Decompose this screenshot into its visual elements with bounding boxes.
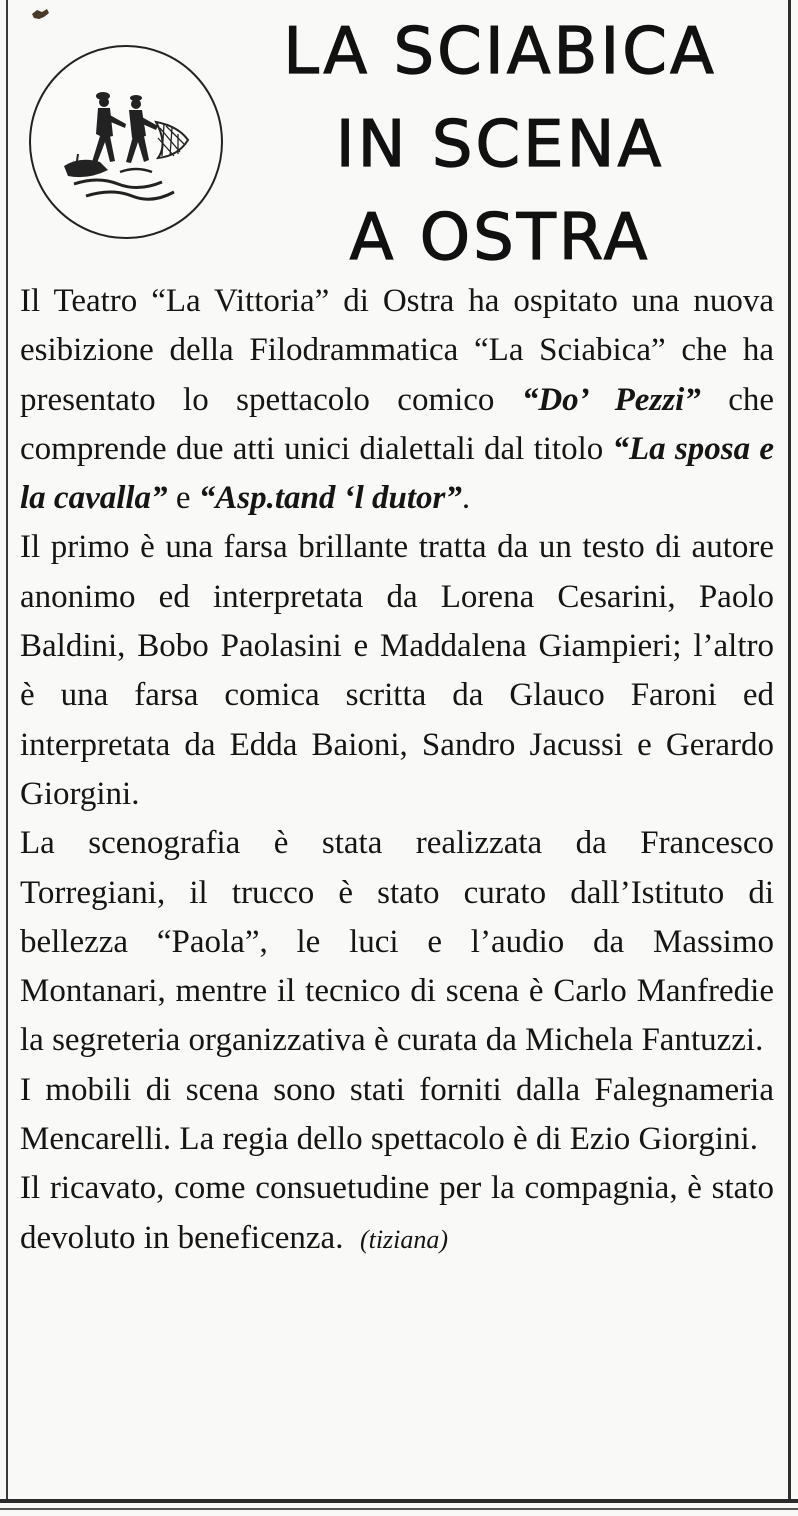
right-border-line — [788, 0, 791, 1500]
paragraph-5-text: Il ricavato, come consuetudine per la compagnia, è stato devoluto in beneficenza. — [20, 1170, 774, 1256]
paragraph-1-text-b: che comprende due atti unici dialettali dal titolo — [20, 381, 775, 467]
paragraph-1-text-a: Il Teatro “La Vittoria” di Ostra ha ospitato una nuova esibizione della Filodrammatica “La Sciabica” che ha presentato lo spettacolo comico — [20, 283, 774, 418]
paragraph-1-text-d: . — [461, 480, 471, 517]
paragraph-2: Il primo è una farsa brillante tratta da un testo di autore anonimo ed interpretata da Lorena Cesarini, Paolo Baldini, Bobo Paolasini e Maddalena Giampieri; l’altro è una farsa comica scritta da Glauco Faroni ed interpretata da Edda Baioni, Sandro Jacussi e Gerardo Giorgini. — [20, 529, 774, 812]
bottom-border-line-thin — [0, 1508, 798, 1510]
paragraph-1 — [20, 277, 774, 523]
author-signoff: (tiziana) — [359, 1224, 449, 1254]
bottom-border-line — [0, 1499, 798, 1503]
left-border-line — [6, 0, 8, 1500]
paragraph-4: I mobili di scena sono stati forniti dalla Falegnameria Mencarelli. La regia dello spettacolo è di Ezio Giorgini. — [20, 1071, 774, 1158]
play-title-1: “La sposa e la cavalla” — [20, 430, 774, 517]
ink-speck-icon — [30, 8, 50, 20]
fishermen-hauling-net-icon — [28, 44, 224, 240]
paragraph-5 — [20, 1164, 774, 1264]
headline-line-2: IN SCENA — [335, 108, 665, 182]
article-body — [20, 277, 774, 1264]
article-headline — [240, 6, 760, 285]
play-title-2: “Asp.tand ‘l dutor” — [198, 480, 462, 517]
paragraph-1-text-c: e — [167, 480, 199, 517]
paragraph-3: La scenografia è stata realizzata da Francesco Torregiani, il trucco è stato curato dall’Istituto di bellezza “Paola”, le luci e l’audio da Massimo Montanari, mentre il tecnico di scena è Carlo Manfredie la segreteria organizzativa è curata da Michela Fantuzzi. — [20, 825, 774, 1059]
headline-line-3: A OSTRA — [349, 201, 651, 275]
show-title: “Do’ Pezzi” — [521, 381, 701, 418]
headline-line-1: LA SCIABICA — [283, 15, 717, 89]
